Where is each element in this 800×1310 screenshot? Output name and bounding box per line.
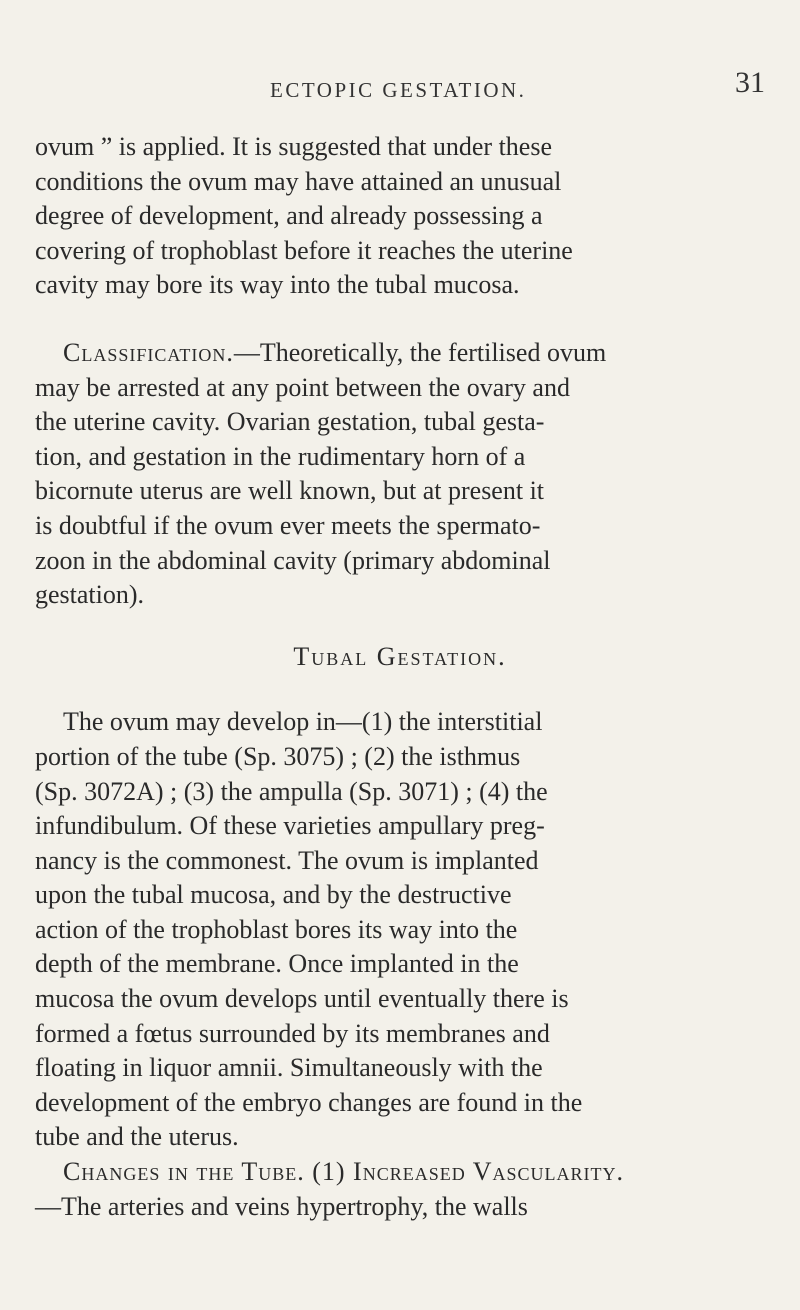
changes-lead: Changes in the Tube. (1) Increased Vascularity. xyxy=(63,1157,625,1187)
text-line: (Sp. 3072A) ; (3) the ampulla (Sp. 3071) ; (4) the xyxy=(35,776,548,806)
paragraph-classification xyxy=(35,336,765,613)
paragraph-continuation xyxy=(35,130,765,303)
text-line: ovum ” is applied. It is suggested that under these xyxy=(35,132,553,161)
text-line: conditions the ovum may have attained an unusual xyxy=(35,166,562,196)
classification-lead: Classification. xyxy=(63,337,234,367)
text-line: portion of the tube (Sp. 3075) ; (2) the isthmus xyxy=(35,741,521,771)
text-line: mucosa the ovum develops until eventually there is xyxy=(35,984,569,1014)
text-line: action of the trophoblast bores its way into the xyxy=(35,914,518,944)
body-text xyxy=(35,130,765,1224)
text-line: tion, and gestation in the rudimentary horn of a xyxy=(35,441,526,471)
text-fragment: —Theoretically, the fertilised ovum xyxy=(233,337,607,367)
running-head: ECTOPIC GESTATION. xyxy=(270,78,527,102)
paragraph-tubal-gestation xyxy=(35,705,765,1155)
text-line: bicornute uterus are well known, but at present it xyxy=(35,476,545,506)
text-line: depth of the membrane. Once implanted in the xyxy=(35,949,519,979)
text-line: gestation). xyxy=(35,580,145,610)
text-line: nancy is the commonest. The ovum is implanted xyxy=(35,845,539,875)
text-line: formed a fœtus surrounded by its membranes and xyxy=(35,1018,550,1048)
text-line: development of the embryo changes are found in the xyxy=(35,1087,583,1117)
text-line: may be arrested at any point between the ovary and xyxy=(35,372,570,402)
text-line: floating in liquor amnii. Simultaneously with the xyxy=(35,1053,543,1083)
page-number: 31 xyxy=(735,66,765,99)
text-line: covering of trophoblast before it reaches the uterine xyxy=(35,235,573,265)
text-line: upon the tubal mucosa, and by the destructive xyxy=(35,880,512,910)
text-line: infundibulum. Of these varieties ampullary preg- xyxy=(35,811,545,841)
text-line: the uterine cavity. Ovarian gestation, tubal gesta- xyxy=(35,407,545,437)
text-line xyxy=(35,336,765,371)
text-line: is doubtful if the ovum ever meets the spermato- xyxy=(35,510,541,540)
text-line: tube and the uterus. xyxy=(35,1122,239,1152)
text-line: zoon in the abdominal cavity (primary abdominal xyxy=(35,545,551,575)
text-line: —The arteries and veins hypertrophy, the walls xyxy=(35,1191,528,1221)
paragraph-changes-in-tube xyxy=(35,1155,765,1224)
section-heading: Tubal Gestation. xyxy=(293,641,507,671)
text-line: cavity may bore its way into the tubal mucosa. xyxy=(35,270,520,300)
text-line: The ovum may develop in—(1) the interstitial xyxy=(63,707,543,737)
text-line: degree of development, and already possessing a xyxy=(35,201,543,231)
